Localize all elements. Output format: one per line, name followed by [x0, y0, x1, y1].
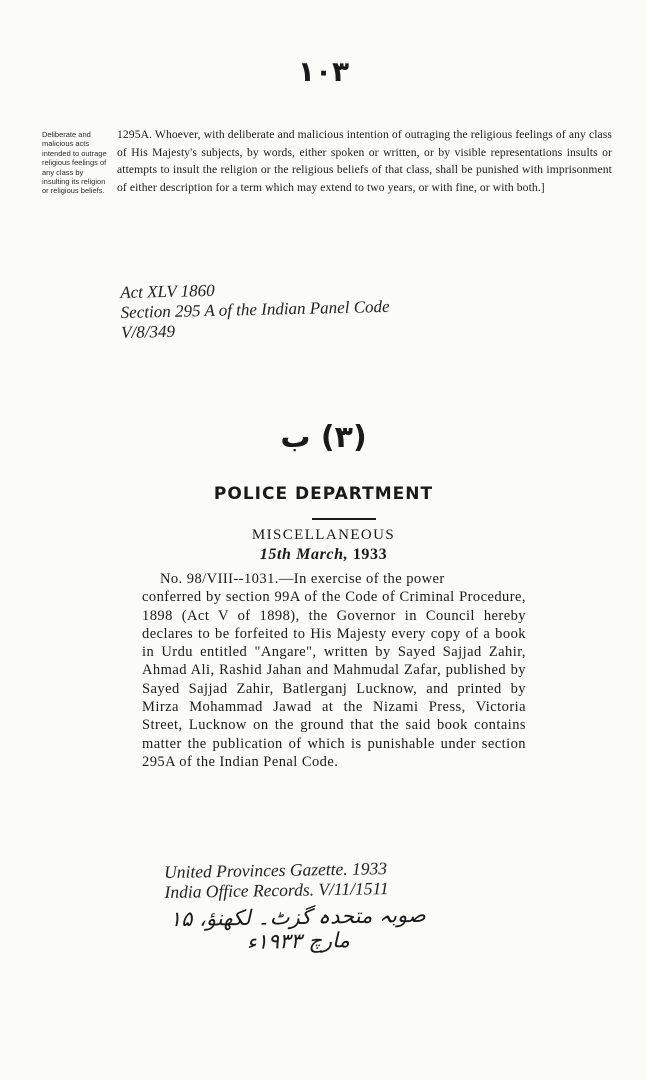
notification-first-line: No. 98/VIII--1031.—In exercise of the power	[160, 571, 445, 587]
notification-date	[0, 546, 647, 564]
date-month: March,	[296, 546, 349, 563]
urdu-section-label: (٣) ب	[280, 420, 367, 455]
citation-line-3: V/8/349	[120, 321, 176, 342]
miscellaneous-heading: MISCELLANEOUS	[251, 527, 396, 543]
margin-note: Deliberate and malicious acts intended to outrage religious feelings of any class by insulting its religion or religious beliefs.	[42, 130, 107, 196]
page-number: ١٠٣	[297, 55, 350, 88]
title-rule	[312, 518, 376, 520]
citation-gazette-line-1: United Provinces Gazette. 1933	[164, 858, 388, 882]
citation-act-xlv	[120, 277, 390, 343]
notification-text	[142, 570, 526, 771]
date-year: 1933	[352, 546, 388, 563]
urdu-handwritten-note: صوبہ متحدہ گزٹ۔ لکھنؤ، ۱۵ مارچ ۱۹۳۳ء	[169, 902, 426, 954]
date-day: 15th	[259, 546, 292, 563]
citation-gazette	[164, 858, 389, 902]
section-295a-text: 1295A. Whoever, with deliberate and malicious intention of outraging the religious feelings of any class of His Majesty's subjects, by words, either spoken or written, or by visible representations insults or attempts to insult the religion or the religious beliefs of that class, shall be punished with imprisonment of either description for a term which may extend to two years, or with fine, or with both.]	[117, 128, 612, 194]
citation-line-2: Section 295 A of the Indian Panel Code	[120, 296, 390, 322]
notification-body: conferred by section 99A of the Code of Criminal Procedure, 1898 (Act V of 1898), the Governor in Council hereby declares to be forfeited to His Majesty every copy of a book in Urdu entitled "Angare", written by Sayed Sajjad Zahir, Ahmad Ali, Rashid Jahan and Mahmudal Zafar, published by Sayed Sajjad Zahir, Batlerganj Lucknow, and printed by Mirza Mohammad Jawad at the Nizami Press, Victoria Street, Lucknow on the ground that the said book contains matter the publication of which is punishable under section 295A of the Indian Penal Code.	[142, 589, 526, 770]
citation-line-1: Act XLV 1860	[120, 280, 215, 302]
citation-gazette-line-2: India Office Records. V/11/1511	[164, 878, 389, 902]
department-title: POLICE DEPARTMENT	[213, 484, 434, 504]
